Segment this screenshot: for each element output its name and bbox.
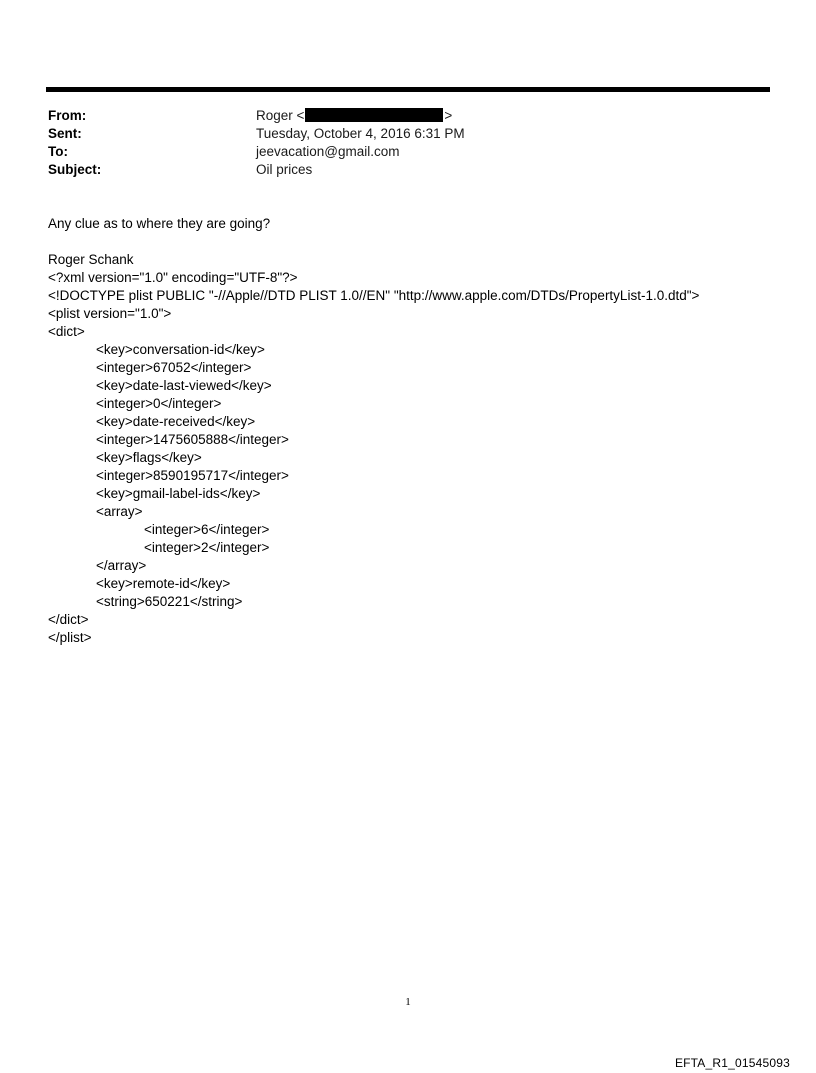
xml-line: <integer>67052</integer> [96,360,252,375]
from-label: From: [48,108,87,123]
email-header [48,107,748,179]
xml-line: <integer>2</integer> [144,540,270,555]
xml-line: <dict> [48,324,85,339]
xml-line: <?xml version="1.0" encoding="UTF-8"?> [48,270,298,285]
xml-line: <key>flags</key> [96,450,202,465]
document-id: EFTA_R1_01545093 [674,1056,790,1070]
xml-line: <integer>0</integer> [96,396,222,411]
sent-value: Tuesday, October 4, 2016 6:31 PM [256,126,465,141]
subject-value: Oil prices [256,162,313,177]
xml-line: </dict> [48,612,89,627]
xml-line: <string>650221</string> [96,594,243,609]
xml-line: <integer>8590195717</integer> [96,468,289,483]
sent-row [48,125,748,143]
xml-line: <integer>6</integer> [144,522,270,537]
from-name: Roger < [256,108,305,123]
subject-row [48,161,748,179]
email-body [48,215,788,647]
signature: Roger Schank [48,252,134,267]
xml-line: <integer>1475605888</integer> [96,432,289,447]
xml-line: <plist version="1.0"> [48,306,172,321]
xml-line: <key>gmail-label-ids</key> [96,486,261,501]
xml-line: <key>date-last-viewed</key> [96,378,272,393]
header-divider-rule [46,87,770,92]
subject-label: Subject: [48,162,102,177]
to-row [48,143,748,161]
from-value [256,107,452,125]
to-label: To: [48,144,68,159]
xml-line: <key>date-received</key> [96,414,256,429]
to-value: jeevacation@gmail.com [256,144,400,159]
redaction-box [305,108,443,122]
xml-line: <!DOCTYPE plist PUBLIC "-//Apple//DTD PLIST 1.0//EN" "http://www.apple.com/DTDs/PropertyList-1.0.dtd"> [48,288,700,303]
xml-line: <key>conversation-id</key> [96,342,265,357]
from-close-bracket: > [444,108,453,123]
sent-label: Sent: [48,126,82,141]
xml-line: <array> [96,504,143,519]
from-row [48,107,748,125]
xml-line: </plist> [48,630,92,645]
page-number: 1 [405,996,411,1008]
xml-line: </array> [96,558,147,573]
xml-line: <key>remote-id</key> [96,576,231,591]
message-text: Any clue as to where they are going? [48,216,271,231]
